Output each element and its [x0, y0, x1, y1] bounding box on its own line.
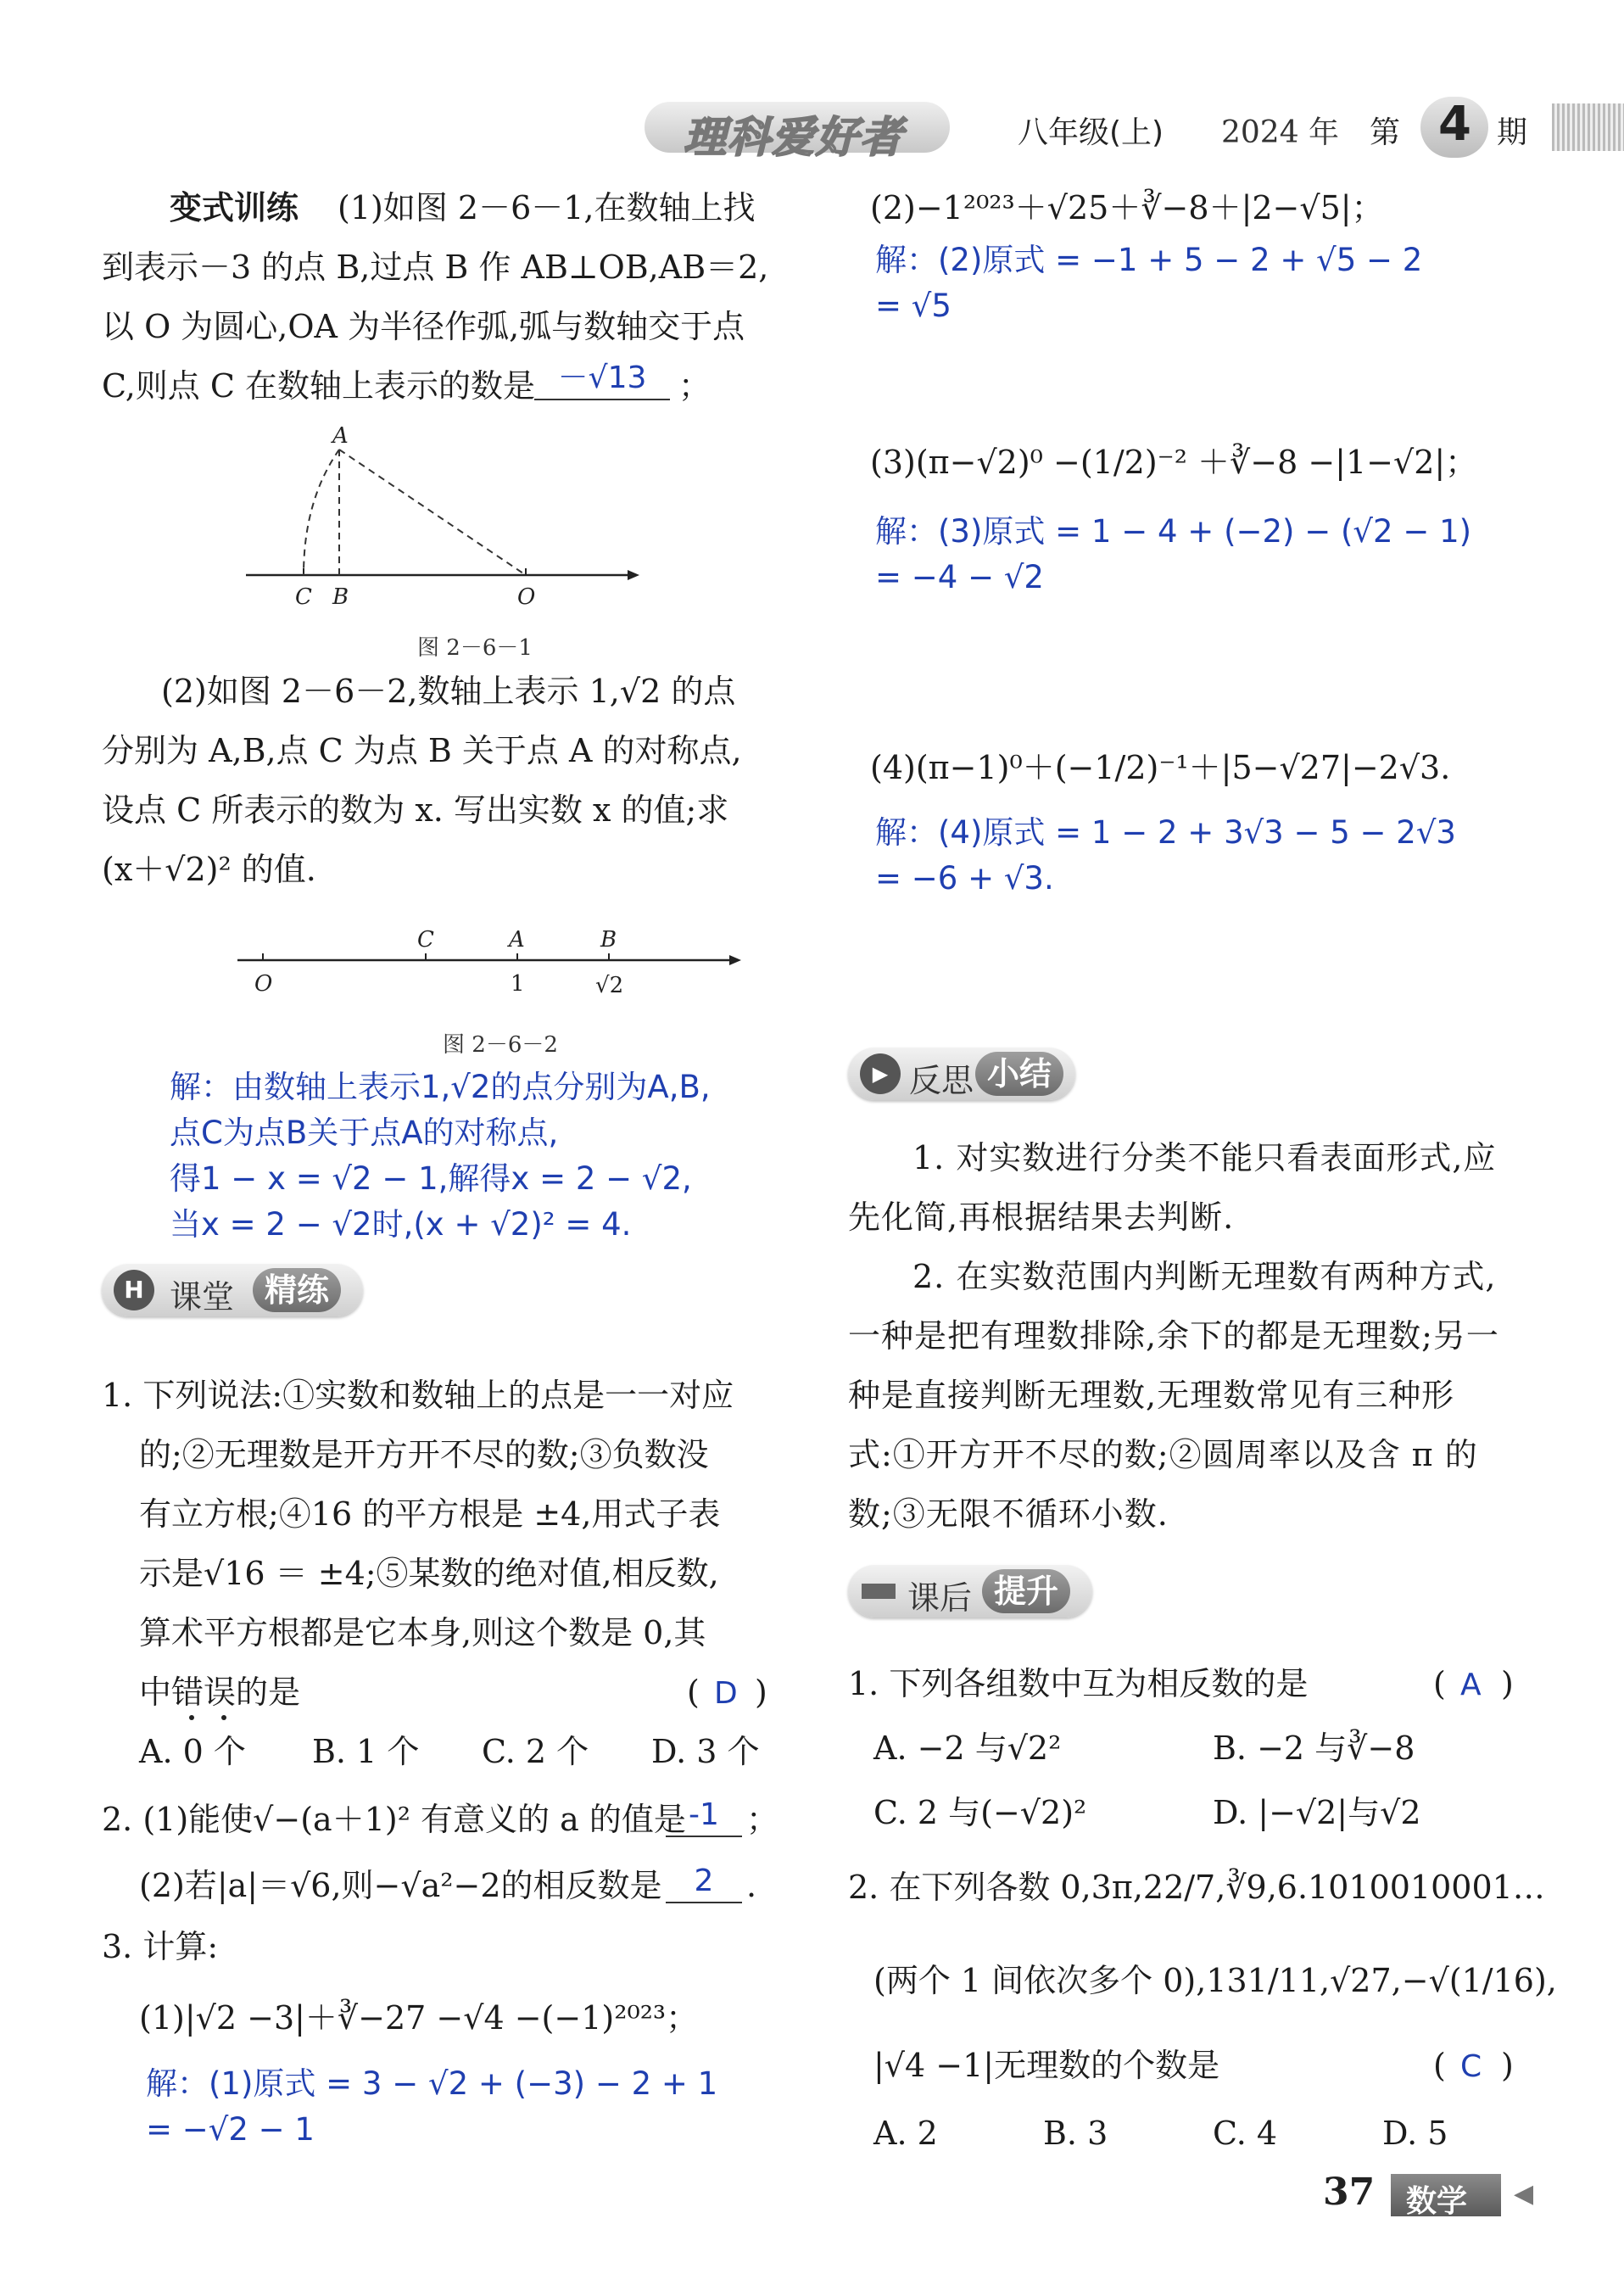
v2-line-4: (x＋√2)² 的值. [102, 851, 316, 888]
v1-line-4: C,则点 C 在数轴上表示的数是 [102, 367, 536, 405]
q1-option-b: B. 1 个 [312, 1733, 420, 1770]
v1-end: ； [678, 367, 712, 405]
q1-answer: D [714, 1676, 738, 1711]
issue-number: 4 [1438, 97, 1471, 152]
fig1-caption: 图 2－6－1 [417, 635, 533, 661]
practice-part1: 课堂 [170, 1278, 235, 1316]
r-q2-paren-open: ( [1433, 2047, 1446, 2084]
fig2-tick-label-sqrt2: √2 [595, 973, 624, 998]
after-part2: 提升 [982, 1569, 1070, 1613]
reflect-part2: 小结 [975, 1052, 1063, 1096]
q2-blank-1 [666, 1795, 742, 1837]
fig2-caption: 图 2－6－2 [443, 1032, 558, 1058]
fig1-label-b: B [332, 584, 349, 610]
r-q1-option-d: D. |−√2|与√2 [1213, 1794, 1421, 1831]
page-number: 37 [1323, 2171, 1376, 2214]
grade-label: 八年级(上) [1018, 115, 1164, 150]
r-q2-option-b: B. 3 [1043, 2115, 1108, 2152]
fig1-arc [304, 450, 339, 575]
r-q1-answer: A [1460, 1668, 1482, 1702]
reflect-paragraph-2: 2. 在实数范围内判断无理数有两种方式,一种是把有理数排除,余下的都是无理数;另一种是直接判断无理数,无理数常见有三种形式:①开方开不尽的数;②圆周率以及含 π 的数;③无限不循环小数. [848, 1258, 1499, 1533]
fig2-label-c: C [417, 927, 434, 953]
subject-label: 数学 [1406, 2184, 1468, 2219]
r-q2-option-a: A. 2 [873, 2115, 938, 2152]
q1-line-6: 中错误的是 [139, 1674, 301, 1711]
q3-2-solution-line-1: 解：(2)原式 = −1 + 5 − 2 + √5 − 2 [875, 242, 1423, 278]
page-footer [1306, 2167, 1560, 2227]
q3-2-problem: (2)−1²⁰²³＋√25＋∛−8＋|2−√5|； [870, 189, 1384, 226]
r-q1-paren-open: ( [1433, 1665, 1446, 1702]
fig2-arrow [729, 955, 741, 965]
v1-line-1: (1)如图 2－6－1,在数轴上找 [338, 189, 756, 226]
q3-3-solution-line-1: 解：(3)原式 = 1 − 4 + (−2) − (√2 − 1) [875, 513, 1472, 550]
r-q2-option-d: D. 5 [1382, 2115, 1448, 2152]
q3-2-solution-line-2: = √5 [875, 288, 952, 324]
reflect-part1: 反思 [909, 1062, 974, 1099]
q1-option-c: C. 2 个 [482, 1733, 589, 1770]
q2-answer-2: 2 [694, 1864, 714, 1898]
v1-answer-blank [534, 358, 670, 400]
q1-line-2: 的;②无理数是开方开不尽的数;③负数没 [139, 1436, 709, 1473]
r-q1-option-c: C. 2 与(−√2)² [873, 1794, 1087, 1831]
r-q2-line-3: |√4 −1|无理数的个数是 [873, 2047, 1220, 2084]
practice-badge: H [114, 1270, 154, 1310]
v2-solution-line-2: 点C为点B关于点A的对称点, [170, 1115, 559, 1151]
q3-1-solution-line-2: = −√2 − 1 [146, 2111, 315, 2148]
reflect-paragraph-1: 1. 对实数进行分类不能只看表面形式,应先化简,再根据结果去判断. [848, 1139, 1497, 1236]
q1-line-1: 1. 下列说法:①实数和数轴上的点是一一对应 [102, 1377, 734, 1414]
fig2-label-b: B [600, 927, 617, 953]
q3-1-solution-line-1: 解：(1)原式 = 3 − √2 + (−3) − 2 + 1 [146, 2065, 718, 2102]
issue-prefix: 第 [1370, 115, 1401, 150]
after-part1: 课后 [907, 1579, 973, 1617]
q3-3-problem: (3)(π−√2)⁰ −(1/2)⁻² ＋∛−8 −|1−√2|； [870, 444, 1478, 481]
q3-4-solution-line-1: 解：(4)原式 = 1 − 2 + 3√3 − 5 − 2√3 [875, 814, 1456, 851]
subject-badge [1391, 2174, 1501, 2219]
r-q1-paren-close: ) [1501, 1665, 1514, 1702]
q2-end-2: . [746, 1867, 757, 1904]
v2-line-3: 设点 C 所表示的数为 x. 写出实数 x 的值;求 [102, 791, 729, 829]
v2-solution-line-3: 得1 − x = √2 − 1,解得x = 2 − √2, [170, 1160, 692, 1197]
r-q2-answer: C [1460, 2049, 1482, 2084]
q2-blank-2 [666, 1861, 742, 1903]
q2-line-2: (2)若|a|＝√6,则−√a²−2的相反数是 [139, 1867, 662, 1904]
fig2-label-o: O [254, 971, 273, 997]
q1-emphasis-dot-1 [189, 1715, 194, 1720]
v2-solution [170, 1064, 711, 1248]
fig2-tick-label-1: 1 [511, 971, 525, 997]
variant-title: 变式训练 [170, 189, 299, 226]
header-stripe [1552, 103, 1624, 151]
q1-paren-open: ( [687, 1674, 700, 1711]
q1-line-5: 算术平方根都是它本身,则这个数是 0,其 [139, 1614, 706, 1651]
q3-4-solution [875, 810, 1456, 902]
fig1-label-a: A [332, 424, 349, 449]
header-bar [645, 97, 1624, 162]
year-label: 2024 年 [1221, 115, 1340, 150]
q3-1-problem: (1)|√2 −3|＋∛−27 −√4 −(−1)²⁰²³； [139, 1999, 699, 2037]
q3-2-solution [875, 237, 1422, 329]
after-icon [862, 1584, 896, 1599]
fig1-arrow [628, 570, 639, 580]
figure-2-6-2 [229, 916, 772, 1060]
fig1-segment-ao [339, 450, 526, 575]
q1-option-a: A. 0 个 [139, 1733, 246, 1770]
issue-suffix: 期 [1497, 115, 1528, 150]
r-q2-option-c: C. 4 [1213, 2115, 1278, 2152]
q1-paren-close: ) [755, 1674, 767, 1711]
q1-line-3: 有立方根;④16 的平方根是 ±4,用式子表 [139, 1495, 721, 1533]
footer-arrow-icon: ◀ [1514, 2179, 1534, 2209]
r-q1-text: 1. 下列各组数中互为相反数的是 [848, 1665, 1309, 1702]
q3-3-solution [875, 509, 1471, 601]
section-reflect [848, 1048, 1075, 1100]
reflect-icon: ▶ [860, 1053, 901, 1094]
v2-solution-line-1: 解：由数轴上表示1,√2的点分别为A,B, [170, 1069, 711, 1105]
practice-part2: 精练 [253, 1268, 341, 1312]
r-q2-line-1: 2. 在下列各数 0,3π,22/7,∛9,6.1010010001… [848, 1869, 1545, 1906]
v1-line-2: 到表示－3 的点 B,过点 B 作 AB⊥OB,AB＝2, [102, 249, 769, 286]
fig1-label-o: O [517, 584, 536, 610]
r-q2-paren-close: ) [1501, 2047, 1514, 2084]
section-practice [102, 1264, 363, 1316]
q3-title: 3. 计算: [102, 1928, 219, 1965]
fig1-label-c: C [295, 584, 312, 610]
q3-4-problem: (4)(π−1)⁰＋(−1/2)⁻¹＋|5−√27|−2√3. [870, 749, 1451, 786]
q3-4-solution-line-2: = −6 + √3. [875, 860, 1054, 897]
q3-1-solution [146, 2061, 717, 2153]
r-q1-option-a: A. −2 与√2² [873, 1729, 1062, 1767]
q2-answer-1: -1 [689, 1797, 719, 1832]
v2-line-2: 分别为 A,B,点 C 为点 B 关于点 A 的对称点, [102, 732, 742, 769]
q3-3-solution-line-2: = −4 − √2 [875, 559, 1044, 595]
v1-answer: －√13 [557, 360, 647, 395]
q1-option-d: D. 3 个 [651, 1733, 760, 1770]
brand-title: 理科爱好者 [684, 113, 904, 162]
v2-line-1: (2)如图 2－6－2,数轴上表示 1,√2 的点 [161, 673, 736, 710]
r-q1-option-b: B. −2 与∛−8 [1213, 1729, 1415, 1767]
q1-line-4: 示是√16 ＝ ±4;⑤某数的绝对值,相反数, [139, 1555, 719, 1592]
q1-emphasis-dot-2 [221, 1715, 226, 1720]
r-q2-line-2: (两个 1 间依次多个 0),131/11,√27,−√(1/16), [873, 1962, 1557, 1999]
q2-line-1: 2. (1)能使√−(a＋1)² 有意义的 a 的值是 [102, 1801, 686, 1838]
fig2-label-a: A [509, 927, 525, 953]
section-after [848, 1565, 1092, 1618]
v2-solution-line-4: 当x = 2 − √2时,(x + √2)² = 4. [170, 1206, 632, 1243]
q2-end-1: ； [746, 1801, 779, 1838]
figure-2-6-1 [229, 424, 755, 662]
v1-line-3: 以 O 为圆心,OA 为半径作弧,弧与数轴交于点 [102, 308, 745, 345]
